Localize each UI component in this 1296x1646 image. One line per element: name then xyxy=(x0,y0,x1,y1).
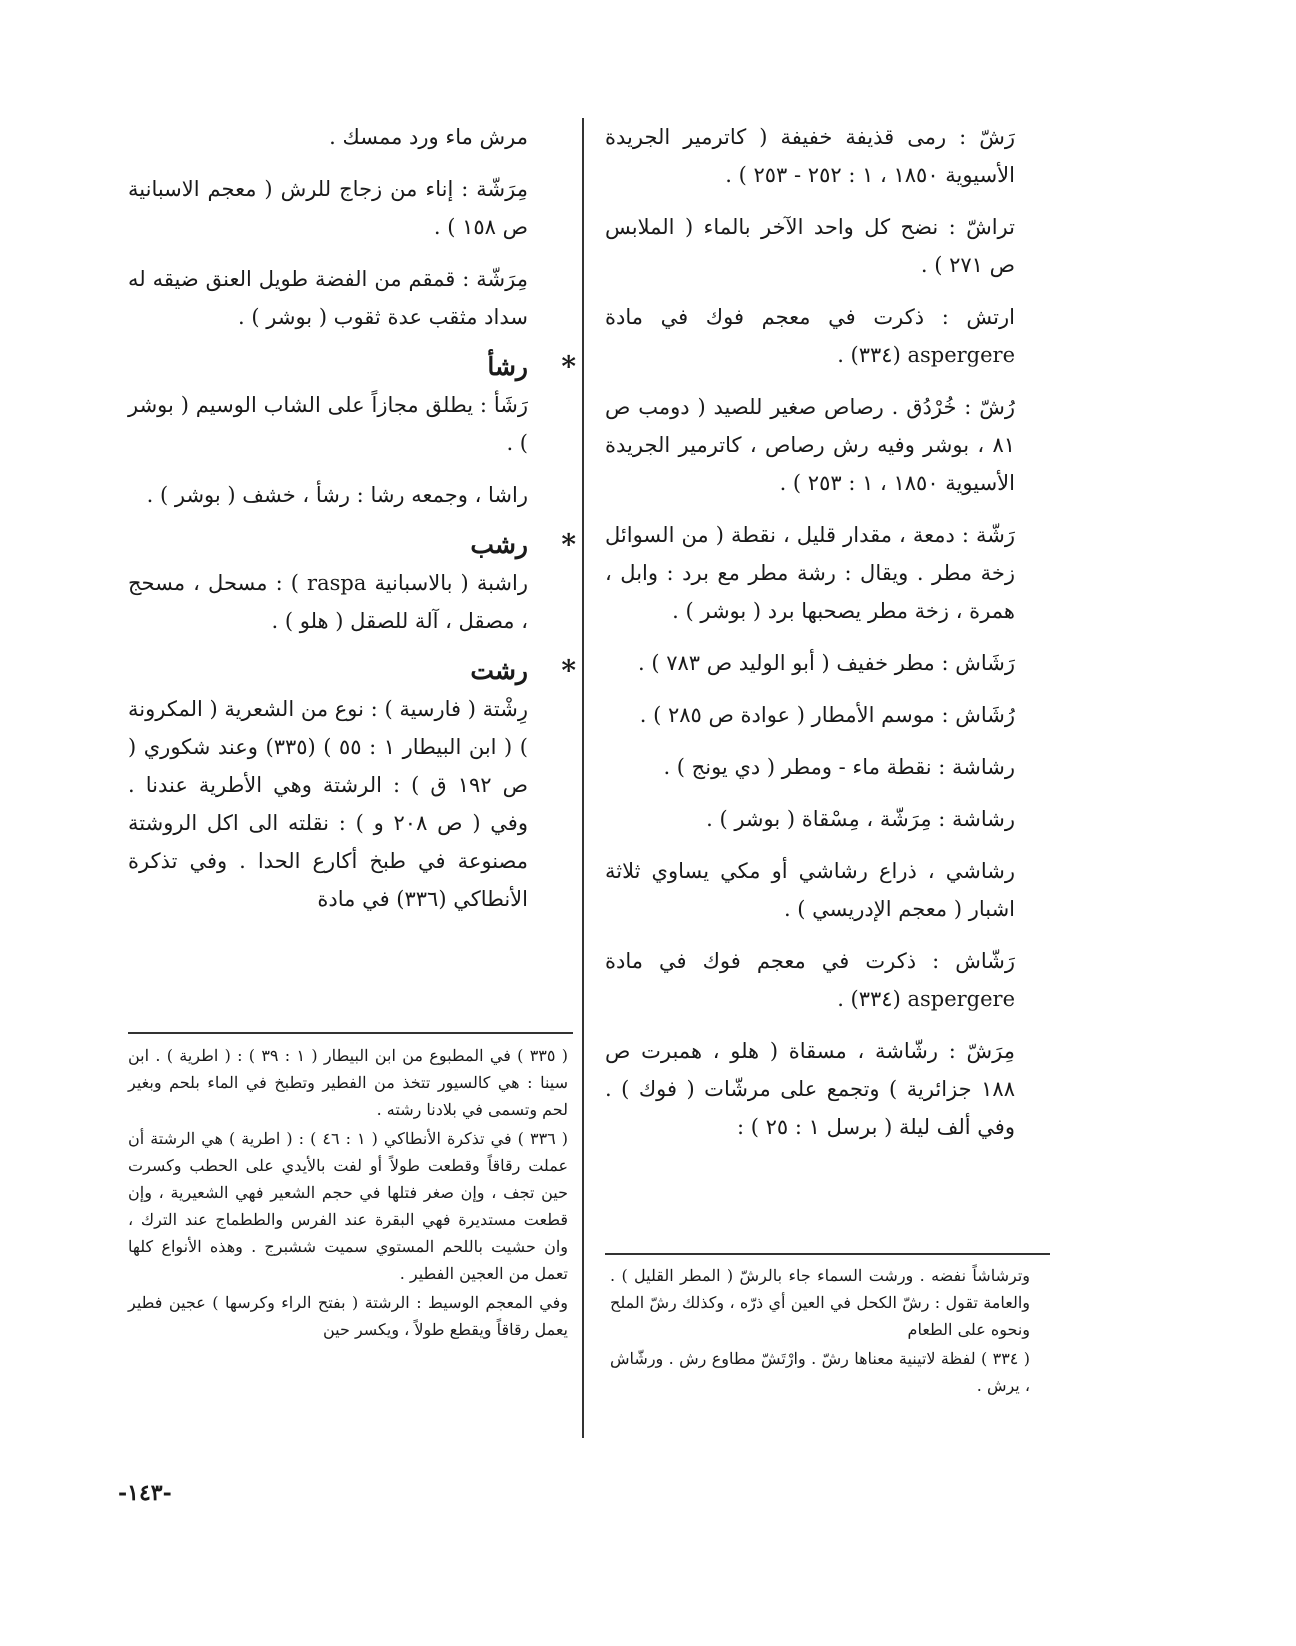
column-divider xyxy=(582,118,584,1438)
footnote: ( ٣٣٤ ) لفظة لاتينية معناها رشّ . وارْتَشّ مطاوع رش . ورشّاش ، يرش . xyxy=(610,1349,1030,1395)
left-column xyxy=(128,118,576,932)
entry: مرش ماء ورد ممسك . xyxy=(329,125,528,149)
entry: ارتش : ذكرت في معجم فوك في مادة aspergere (٣٣٤) . xyxy=(605,305,1015,367)
entry: تراشّ : نضح كل واحد الآخر بالماء ( الملابس ص ٢٧١ ) . xyxy=(605,215,1015,277)
asterisk-icon: * xyxy=(561,528,576,561)
footnote: ( ٣٣٦ ) في تذكرة الأنطاكي ( ١ : ٤٦ ) : ( اطرية ) هي الرشتة أن عملت رقاقاً وقطعت طولاً أو لفت بالأيدي على الحطب وكسرت حين تجف ، وإن صغر فتلها في حجم الشعير فهي الشعيرية ، وإن قطعت مستديرة فهي البقرة عند الفرس والططماج عند الترك ، وان حشيت باللحم المستوي سميت ششبرج . وهذه الأنواع كلها تعمل من العجين الفطير . xyxy=(128,1129,569,1283)
entry: رِشْتة ( فارسية ) : نوع من الشعرية ( المكرونة ) ( ابن البيطار ١ : ٥٥ ) (٣٣٥) وعند شكوري ( ص ١٩٢ ق ) : الرشتة وهي الأطرية عندنا . وفي ( ص ٢٠٨ و ) : نقلته الى اكل الروشتة مصنوعة في طبخ أكارع الحدا . وفي تذكرة الأنطاكي (٣٣٦) في مادة xyxy=(128,697,528,911)
entry: رَشَأ : يطلق مجازاً على الشاب الوسيم ( بوشر ) . xyxy=(128,393,528,455)
entry: رَشّ : رمى قذيفة خفيفة ( كاترمير الجريدة الأسيوية ١٨٥٠ ، ١ : ٢٥٢ - ٢٥٣ ) . xyxy=(605,125,1015,187)
page-number: -١٤٣- xyxy=(118,1480,172,1506)
entry: رَشّاش : ذكرت في معجم فوك في مادة aspergere (٣٣٤) . xyxy=(605,949,1015,1011)
entry: رَشَاش : مطر خفيف ( أبو الوليد ص ٧٨٣ ) . xyxy=(637,651,1015,675)
root-word: رشب xyxy=(470,530,528,559)
entry: رشاشي ، ذراع رشاشي أو مكي يساوي ثلاثة اشبار ( معجم الإدريسي ) . xyxy=(605,859,1015,921)
section-heading xyxy=(128,350,576,384)
footnote-rule xyxy=(605,1253,1050,1255)
entry: راشا ، وجمعه رشا : رشأ ، خشف ( بوشر ) . xyxy=(146,483,528,507)
section-heading xyxy=(128,528,576,562)
footnote-rule xyxy=(128,1032,573,1034)
entry: رشاشة : نقطة ماء - ومطر ( دي يونج ) . xyxy=(663,755,1015,779)
section-heading xyxy=(128,654,576,688)
right-column xyxy=(605,118,1015,1160)
footnote: ( ٣٣٥ ) في المطبوع من ابن البيطار ( ١ : ٣٩ ) : ( اطرية ) . ابن سينا : هي كالسيور تتخذ من الفطير وتطبخ في الماء بلحم وبغير لحم وتسمى في بلادنا رشته . xyxy=(128,1046,569,1119)
entry: رَشّة : دمعة ، مقدار قليل ، نقطة ( من السوائل زخة مطر . ويقال : رشة مطر مع برد : وابل ، همرة ، زخة مطر يصحبها برد ( بوشر ) . xyxy=(605,523,1015,623)
footnote: وترشاشاً نفضه . ورشت السماء جاء بالرشّ ( المطر القليل ) . والعامة تقول : رشّ الكحل في العين أي ذرّه ، وكذلك رشّ الملح ونحوه على الطعام xyxy=(610,1266,1030,1339)
entry: رُشَاش : موسم الأمطار ( عوادة ص ٢٨٥ ) . xyxy=(639,703,1015,727)
root-word: رشأ xyxy=(487,352,528,381)
asterisk-icon: * xyxy=(561,654,576,687)
entry: راشبة ( بالاسبانية raspa ) : مسحل ، مسحج ، مصقل ، آلة للصقل ( هلو ) . xyxy=(128,571,528,633)
entry: رُشّ : خُرْدُق . رصاص صغير للصيد ( دومب ص ٨١ ، بوشر وفيه رش رصاص ، كاترمير الجريدة الأسيوية ١٨٥٠ ، ١ : ٢٥٣ ) . xyxy=(605,395,1015,495)
root-word: رشت xyxy=(470,656,528,685)
footnotes-left xyxy=(128,1042,568,1345)
entry: رشاشة : مِرَشّة ، مِسْقاة ( بوشر ) . xyxy=(706,807,1015,831)
entry: مِرَشّة : قمقم من الفضة طويل العنق ضيقه له سداد مثقب عدة ثقوب ( بوشر ) . xyxy=(128,267,528,329)
footnote: وفي المعجم الوسيط : الرشتة ( بفتح الراء وكرسها ) عجين فطير يعمل رقاقاً ويقطع طولاً ، ويكسر حين xyxy=(128,1293,568,1339)
entry: مِرَشّة : إناء من زجاج للرش ( معجم الاسبانية ص ١٥٨ ) . xyxy=(128,177,528,239)
footnotes-right xyxy=(610,1262,1030,1401)
asterisk-icon: * xyxy=(561,350,576,383)
entry: مِرَشّ : رشّاشة ، مسقاة ( هلو ، همبرت ص ١٨٨ جزائرية ) وتجمع على مرشّات ( فوك ) . وفي ألف ليلة ( برسل ١ : ٢٥ ) : xyxy=(605,1039,1015,1139)
